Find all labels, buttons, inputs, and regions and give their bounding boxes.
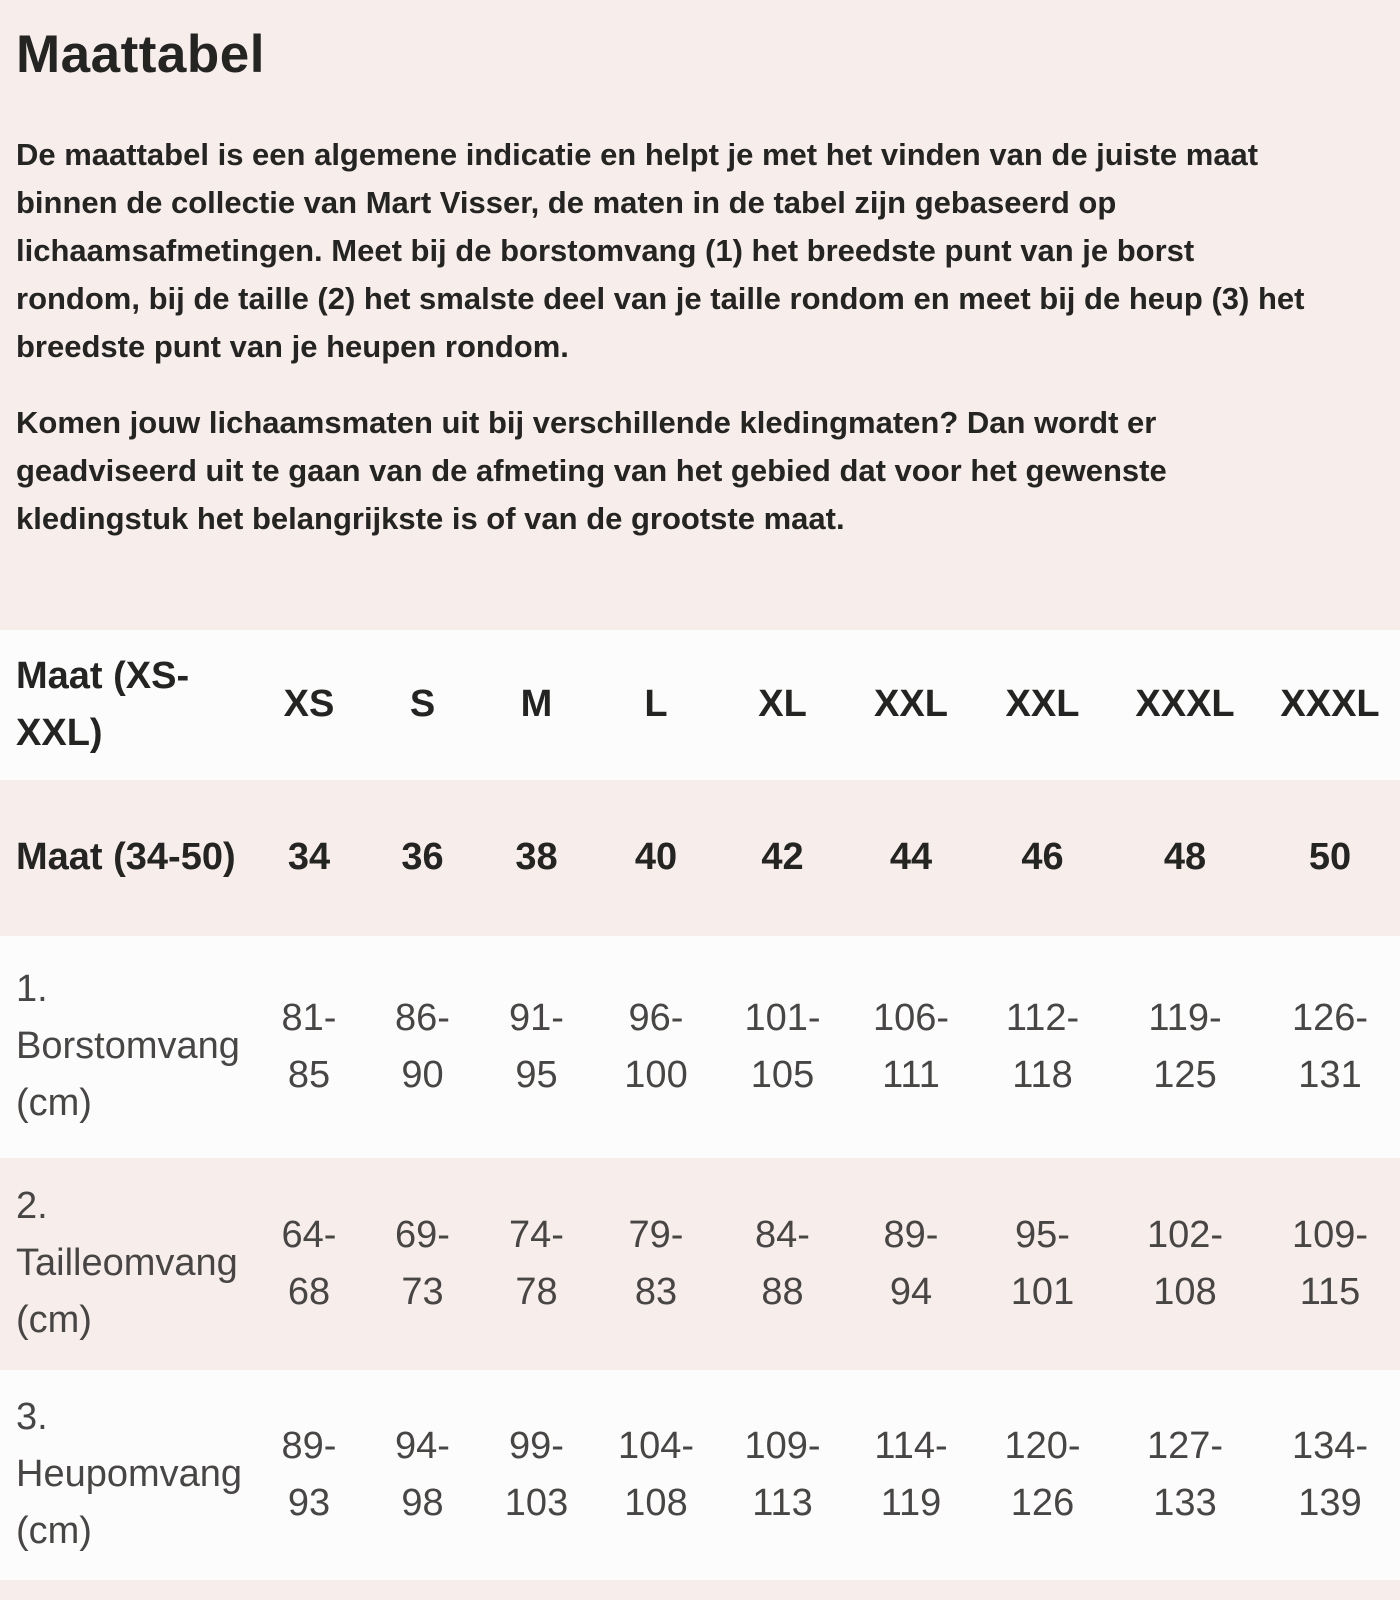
size-value xyxy=(594,829,718,886)
size-value xyxy=(718,829,847,886)
row-label-text: 3. Heupomvang (cm) xyxy=(16,1396,243,1553)
size-value-text: 38 xyxy=(515,836,558,879)
size-value-text: XXXL xyxy=(1135,683,1235,726)
size-value-text: 81-85 xyxy=(281,996,337,1096)
size-value-text: 69-73 xyxy=(395,1213,450,1313)
size-value-text: 50 xyxy=(1308,836,1352,879)
size-value xyxy=(594,676,718,733)
size-value xyxy=(847,676,975,733)
table-row xyxy=(0,936,1400,1158)
size-value xyxy=(479,829,594,886)
size-value xyxy=(1260,1207,1400,1321)
size-value-text: 64-68 xyxy=(281,1213,337,1313)
size-value-text: 99-103 xyxy=(504,1424,569,1524)
size-value-text: 96-100 xyxy=(624,996,688,1096)
size-value xyxy=(1110,676,1260,733)
size-value xyxy=(975,990,1110,1104)
size-value xyxy=(847,1207,975,1321)
size-value xyxy=(252,676,366,733)
size-value xyxy=(366,1418,479,1532)
size-value xyxy=(366,1207,479,1321)
size-value-text: XXL xyxy=(874,683,948,726)
size-value-text: XXL xyxy=(1005,683,1080,726)
size-value-text: 94-98 xyxy=(395,1424,450,1524)
size-value-text: L xyxy=(644,683,668,726)
size-table xyxy=(0,630,1400,1580)
size-value-text: 119-125 xyxy=(1148,996,1222,1096)
size-value-text: 95-101 xyxy=(1010,1213,1075,1313)
table-row xyxy=(0,630,1400,780)
size-value-text: 46 xyxy=(1021,836,1064,879)
size-value-text: XS xyxy=(283,683,335,726)
size-value xyxy=(1110,990,1260,1104)
size-value-text: 114-119 xyxy=(874,1424,948,1524)
size-value-text: 104-108 xyxy=(617,1424,695,1524)
size-value-text: 102-108 xyxy=(1146,1213,1224,1313)
size-value xyxy=(252,829,366,886)
size-value-text: 44 xyxy=(889,836,933,879)
row-label xyxy=(0,1389,252,1560)
size-value xyxy=(366,990,479,1104)
row-label xyxy=(0,829,252,886)
table-row xyxy=(0,1370,1400,1580)
advice-paragraph: Komen jouw lichaamsmaten uit bij verschillende kledingmaten? Dan wordt er geadviseerd uit te gaan van de afmeting van het gebied dat voor het gewenste kledingstuk het belangrijkste is of van de grootste maat. xyxy=(16,404,1167,536)
size-value xyxy=(975,1418,1110,1532)
row-label-text: 1. Borstomvang (cm) xyxy=(16,968,240,1125)
size-value xyxy=(718,1207,847,1321)
size-value xyxy=(366,829,479,886)
size-value xyxy=(1260,990,1400,1104)
size-value xyxy=(847,829,975,886)
size-value-text: XXXL xyxy=(1280,683,1380,726)
size-value xyxy=(479,676,594,733)
intro-section xyxy=(0,0,1400,543)
row-label-text: Maat (XS-XXL) xyxy=(16,654,190,754)
size-value-text: 34 xyxy=(287,836,331,879)
size-value xyxy=(1260,676,1400,733)
size-value-text: 101-105 xyxy=(744,996,821,1096)
size-value-text: 109-113 xyxy=(744,1424,821,1524)
row-label xyxy=(0,961,252,1132)
size-value xyxy=(975,1207,1110,1321)
size-value xyxy=(479,1418,594,1532)
size-value xyxy=(594,1207,718,1321)
size-value-text: 89-94 xyxy=(883,1213,939,1313)
size-value-text: 42 xyxy=(761,836,804,879)
size-value xyxy=(1110,1207,1260,1321)
size-value-text: 112-118 xyxy=(1005,996,1080,1096)
size-value-text: 106-111 xyxy=(872,996,950,1096)
row-label-text: 2. Tailleomvang (cm) xyxy=(16,1185,238,1342)
size-value-text: 86-90 xyxy=(395,996,450,1096)
size-value xyxy=(1260,1418,1400,1532)
size-value xyxy=(847,1418,975,1532)
size-value-text: 36 xyxy=(401,836,444,879)
row-label xyxy=(0,648,252,762)
size-value-text: 74-78 xyxy=(509,1213,564,1313)
size-value-text: M xyxy=(520,683,553,726)
size-value xyxy=(847,990,975,1104)
size-value xyxy=(718,676,847,733)
size-value-text: 84-88 xyxy=(755,1213,810,1313)
size-value-text: XL xyxy=(758,683,807,726)
size-value-text: 127-133 xyxy=(1146,1424,1224,1524)
size-value xyxy=(366,676,479,733)
size-value-text: 79-83 xyxy=(628,1213,684,1313)
size-value xyxy=(479,1207,594,1321)
size-value xyxy=(479,990,594,1104)
size-value-text: 120-126 xyxy=(1004,1424,1081,1524)
size-value xyxy=(718,990,847,1104)
size-value xyxy=(252,1418,366,1532)
size-value xyxy=(594,1418,718,1532)
size-value xyxy=(1110,829,1260,886)
size-value xyxy=(975,829,1110,886)
size-value-text: S xyxy=(409,683,436,726)
size-value-text: 109-115 xyxy=(1291,1213,1369,1313)
intro-paragraph: De maattabel is een algemene indicatie en helpt je met het vinden van de juiste maat binnen de collectie van Mart Visser, de maten in de tabel zijn gebaseerd op lichaamsafmetingen. Meet bij de borstomvang (1) het breedste punt van je borst rondom, bij de taille (2) het smalste deel van je taille rondom en meet bij de heup (3) het breedste punt van je heupen rondom. xyxy=(16,136,1305,364)
page-title: Maattabel xyxy=(16,25,265,84)
size-value-text: 89-93 xyxy=(281,1424,337,1524)
size-value xyxy=(1260,829,1400,886)
table-row xyxy=(0,780,1400,936)
size-value-text: 40 xyxy=(634,836,678,879)
size-value xyxy=(718,1418,847,1532)
size-value xyxy=(1110,1418,1260,1532)
size-value xyxy=(975,676,1110,733)
size-value-text: 91-95 xyxy=(509,996,564,1096)
size-value xyxy=(252,990,366,1104)
row-label xyxy=(0,1178,252,1349)
size-value-text: 48 xyxy=(1163,836,1207,879)
table-row xyxy=(0,1158,1400,1370)
size-value xyxy=(594,990,718,1104)
size-value-text: 126-131 xyxy=(1291,996,1369,1096)
size-value-text: 134-139 xyxy=(1291,1424,1369,1524)
size-value xyxy=(252,1207,366,1321)
row-label-text: Maat (34-50) xyxy=(16,836,236,879)
